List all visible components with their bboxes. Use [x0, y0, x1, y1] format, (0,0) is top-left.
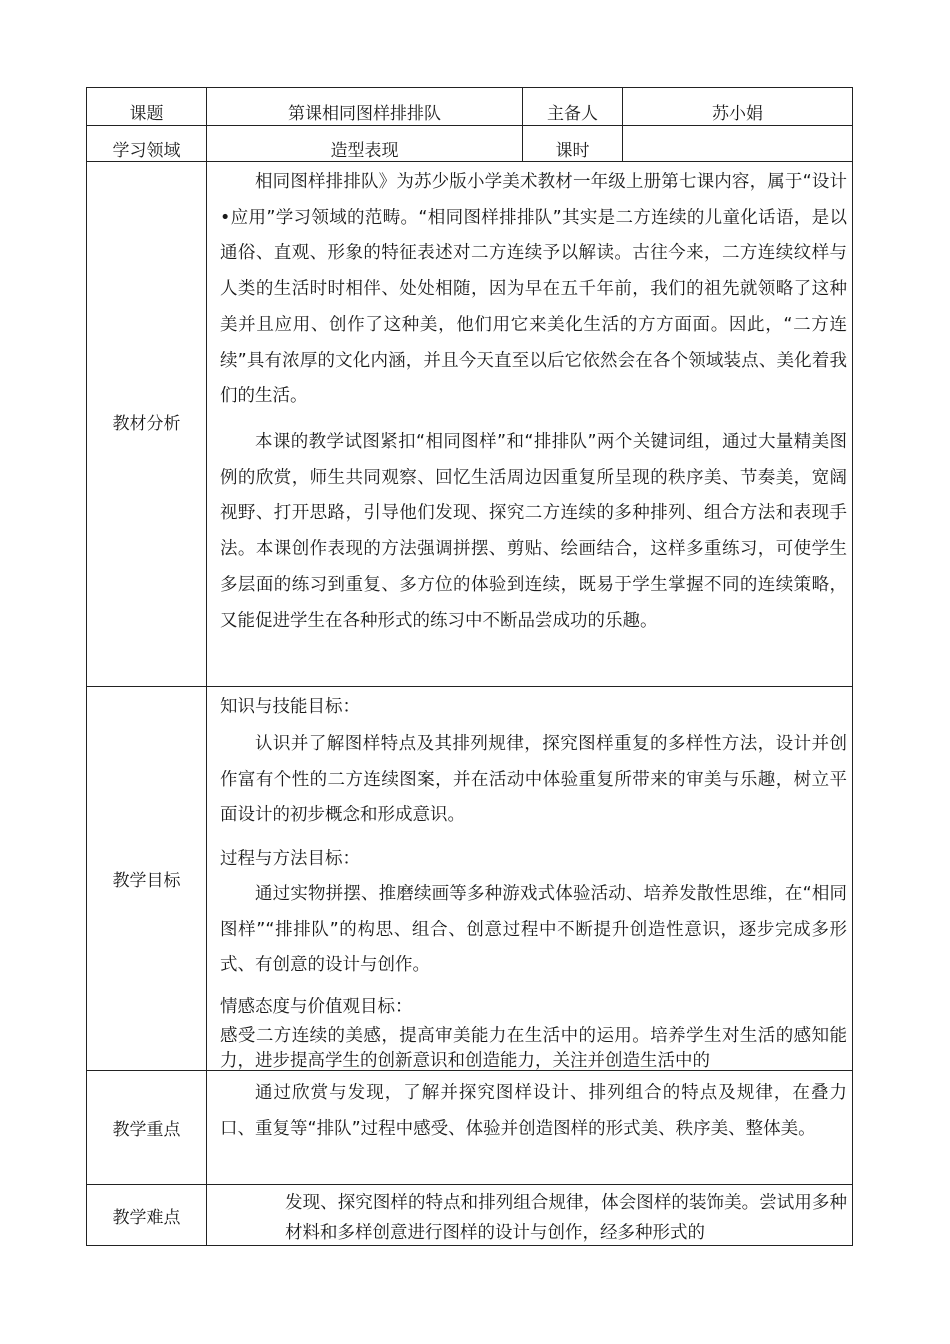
preparer-label: 主备人 [547, 104, 598, 124]
objectives-label: 教学目标 [112, 871, 181, 891]
table-border-right [852, 87, 853, 1245]
period-label: 课时 [555, 141, 590, 161]
preparer-name: 苏小娟 [712, 104, 763, 124]
emotion-value-text: 感受二方连续的美感，提高审美能力在生活中的运用。培养学生对生活的感知能力，进步提高学生的创新意识和创造能力，关注并创造生活中的 [220, 1026, 847, 1070]
domain-label: 学习领域 [112, 141, 181, 161]
table-border-bottom [86, 1245, 853, 1246]
table-row-divider [86, 125, 853, 126]
table-border-top [86, 87, 853, 88]
domain-value: 造型表现 [330, 141, 399, 161]
lesson-label: 课题 [129, 104, 164, 124]
key-points-text: 通过欣赏与发现，了解并探究图样设计、排列组合的特点及规律，在叠力口、重复等“排队”过程中感受、体验并创造图样的形式美、秩序美、整体美。 [220, 1083, 847, 1139]
knowledge-skill-heading: 知识与技能目标： [220, 697, 360, 717]
process-method-heading: 过程与方法目标： [220, 849, 360, 869]
table-row-divider [86, 686, 853, 687]
lesson-title: 第课相同图样排排队 [288, 104, 441, 124]
emotion-value-heading: 情感态度与价值观目标： [220, 997, 413, 1017]
difficulties-text: 发现、探究图样的特点和排列组合规律，体会图样的装饰美。尝试用多种材料和多样创意进行图样的设计与创作，经多种形式的 [285, 1193, 847, 1243]
table-row-divider [86, 1184, 853, 1185]
knowledge-skill-text: 认识并了解图样特点及其排列规律，探究图样重复的多样性方法，设计并创作富有个性的二方连续图案，并在活动中体验重复所带来的审美与乐趣，树立平面设计的初步概念和形成意识。 [220, 734, 847, 826]
analysis-paragraph-2: 本课的教学试图紧扣“相同图样”和“排排队”两个关键词组，通过大量精美图例的欣赏，师生共同观察、回忆生活周边因重复所呈现的秩序美、节奏美，宽阔视野、打开思路，引导他们发现、探究二方连续的多种排列、组合方法和表现手法。本课创作表现的方法强调拼摆、剪贴、绘画结合，这样多重练习，可使学生多层面的练习到重复、多方位的体验到连续，既易于学生掌握不同的连续策略，又能促进学生在各种形式的练习中不断品尝成功的乐趣。 [220, 432, 847, 631]
analysis-label: 教材分析 [112, 414, 181, 434]
table-column-divider [206, 87, 207, 1245]
analysis-paragraph-1: 相同图样排排队》为苏少版小学美术教材一年级上册第七课内容，属于“设计•应用”学习领域的范畴。“相同图样排排队”其实是二方连续的儿童化话语，是以通俗、直观、形象的特征表述对二方连续予以解读。古往今来，二方连续纹样与人类的生活时时相伴、处处相随，因为早在五千年前，我们的祖先就领略了这种美并且应用、创作了这种美，他们用它来美化生活的方方面面。因此，“二方连续”具有浓厚的文化内涵，并且今天直至以后它依然会在各个领域装点、美化着我们的生活。 [220, 172, 847, 407]
key-points-label: 教学重点 [112, 1120, 181, 1140]
difficulties-label: 教学难点 [112, 1208, 181, 1228]
process-method-text: 通过实物拼摆、推磨续画等多种游戏式体验活动、培养发散性思维，在“相同图样”“排排队”的构思、组合、创意过程中不断提升创造性意识，逐步完成多形式、有创意的设计与创作。 [220, 884, 847, 976]
table-row-divider [86, 1070, 853, 1071]
table-border-left [86, 87, 87, 1245]
